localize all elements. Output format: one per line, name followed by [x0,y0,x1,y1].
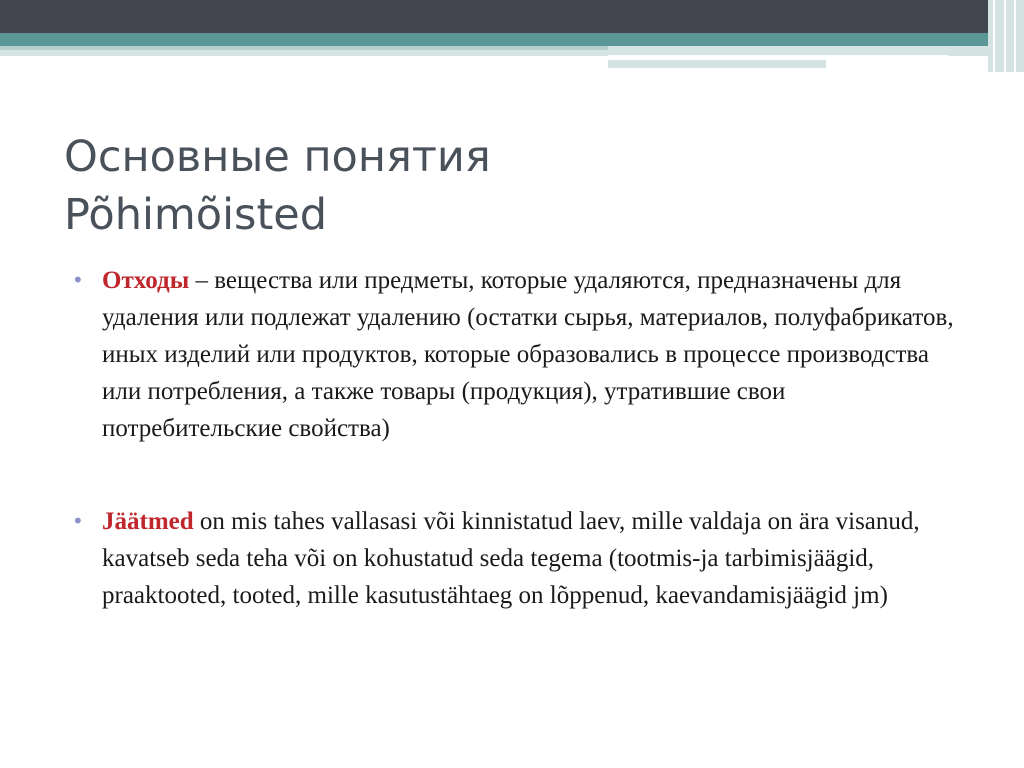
definition-text: on mis tahes vallasasi või kinnistatud laev, mille valdaja on ära visanud, kavatseb seda teha või on kohustatud seda tegema (tootmis-ja tarbimisjäägid, praaktooted, tooted, mille kasutustähtaeg on lõppenud, kaevandamisjäägid jm) [102,508,920,609]
list-item-russian-definition [70,262,970,447]
term-label: Jäätmed [102,508,194,535]
bullet-icon: • [72,268,84,292]
header-pale-stripe-lower [608,60,826,68]
header-teal-bar [0,33,1024,46]
header-pale-stripe-left [0,46,608,50]
list-item-estonian-definition [70,503,970,614]
slide-title [64,128,964,244]
definition-text: – вещества или предметы, которые удаляются, предназначены для удаления или подлежат удалению (остатки сырья, материалов, полуфабрикатов, иных изделий или продуктов, которые образовались в процессе производства или потребления, а также товары (продукция), утратившие свои потребительские свойства) [102,267,954,442]
title-line-estonian: Põhimõisted [64,190,328,240]
bullet-icon: • [72,509,84,533]
header-white-line [608,55,948,58]
title-line-russian: Основные понятия [64,132,491,182]
term-label: Отходы [102,267,190,294]
header-divider-line-2 [1004,0,1006,72]
content-list [70,262,970,614]
header-dark-bar [0,0,1024,33]
header-divider-line-3 [1014,0,1016,72]
header-divider-line [993,0,995,72]
